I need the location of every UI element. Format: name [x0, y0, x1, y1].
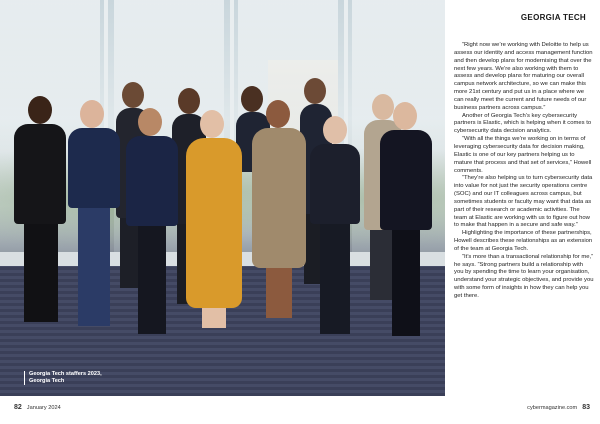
photo-caption-line-1: Georgia Tech staffers 2023,: [29, 371, 102, 377]
photo-caption-line-2: Georgia Tech: [29, 378, 65, 384]
issue-date: January 2024: [26, 405, 61, 411]
article-body: [454, 42, 594, 301]
article-paragraph: Highlighting the importance of these partnerships, Howell describes these relationships as an extension of the team at Georgia Tech.: [454, 230, 593, 252]
footer-right: [500, 404, 590, 411]
article-paragraph: “With all the things we’re working on in terms of leveraging cybersecurity data for decision making, Elastic is one of our key partners helping us to mature that process and that set of services,” Howell comments.: [454, 136, 592, 174]
right-page-number: 83: [582, 404, 590, 411]
article-paragraph: “They’re also helping us to turn cybersecurity data into value for not just the security operations centre (SOC) and our IT colleagues across campus, but sometimes students or faculty may want that data as part of their research or academic activities. The team at Elastic are working with us to figure out how to make that happen in a secure and safe way.”: [454, 175, 593, 229]
website-link[interactable]: cybermagazine.com: [527, 405, 578, 411]
footer-left: [14, 404, 61, 411]
article-paragraph: “It’s more than a transactional relationship for me,” he says. “Strong partners build a relationship with you by spending the time to learn your organisation, understand your strategic objectives, and provide you with some form of insights in how they can help you get there.: [454, 253, 594, 299]
article-paragraph: Another of Georgia Tech’s key cybersecurity partners is Elastic, which is helping when it comes to cybersecurity data decision analytics.: [454, 112, 592, 135]
left-page-number: 82: [14, 404, 22, 411]
photo-caption: [24, 371, 149, 385]
publication-header: GEORGIA TECH: [520, 13, 586, 22]
article-paragraph: “Right now we’re working with Deloitte to help us assess our identity and access management function and then develop plans for modernising that over the next few years. We’re also working with them to assess and develop plans for maturing our overall campus network architecture, so we can make this more 21st century and put us in a place where we can really meet the current and future needs of our business partners across campus.”: [454, 42, 593, 111]
